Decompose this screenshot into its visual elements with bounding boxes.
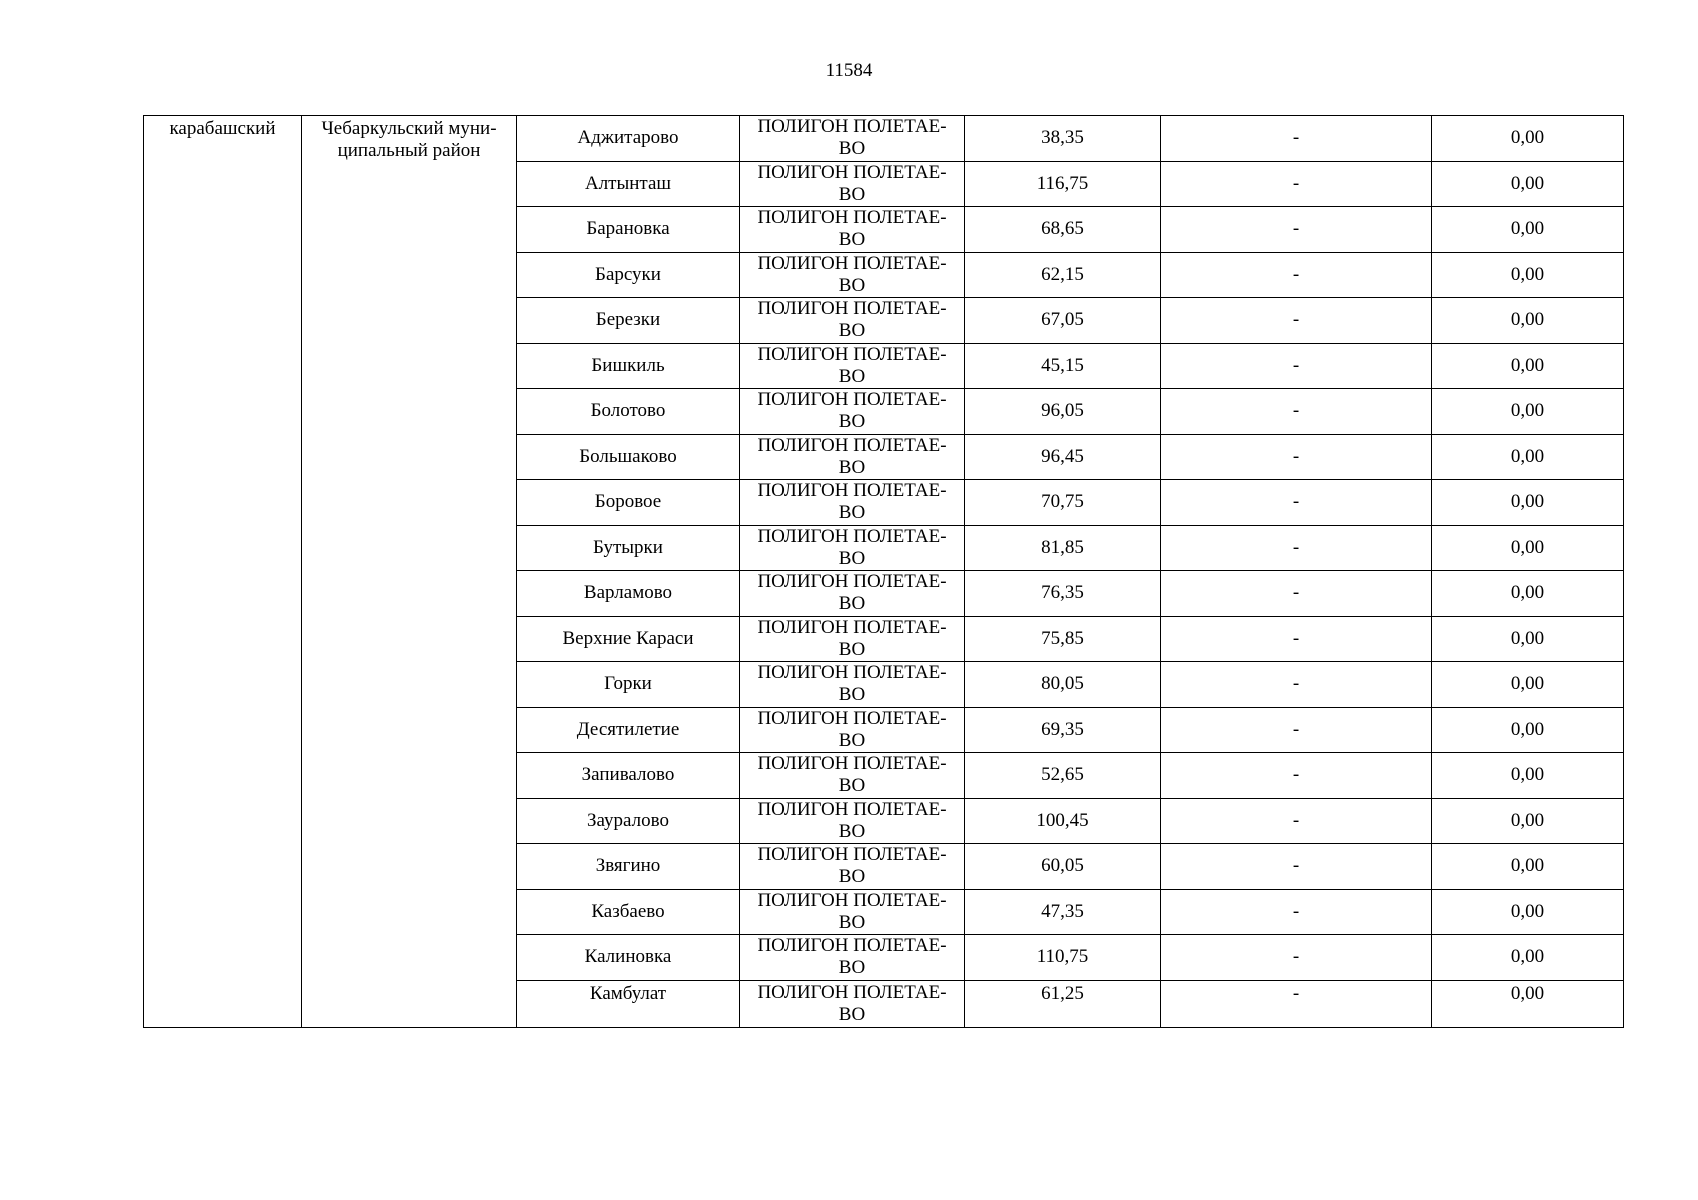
page-number: 11584: [825, 60, 873, 81]
dash-cell: -: [1161, 298, 1432, 344]
value-cell: 0,00: [1432, 207, 1624, 253]
settlement-cell: Запивалово: [517, 753, 740, 799]
settlement-cell: Камбулат: [517, 980, 740, 1028]
dash-cell: -: [1161, 616, 1432, 662]
dash-cell: -: [1161, 343, 1432, 389]
dash-cell: -: [1161, 753, 1432, 799]
landfill-cell: ПОЛИГОН ПОЛЕТАЕ-ВО: [740, 343, 965, 389]
table-row: [144, 116, 1624, 162]
value-cell: 0,00: [1432, 616, 1624, 662]
dash-cell: -: [1161, 161, 1432, 207]
settlement-cell: Калиновка: [517, 935, 740, 981]
dash-cell: -: [1161, 980, 1432, 1028]
value-cell: 0,00: [1432, 161, 1624, 207]
settlement-cell: Бутырки: [517, 525, 740, 571]
landfill-cell: ПОЛИГОН ПОЛЕТАЕ-ВО: [740, 161, 965, 207]
landfill-cell: ПОЛИГОН ПОЛЕТАЕ-ВО: [740, 298, 965, 344]
dash-cell: -: [1161, 480, 1432, 526]
settlement-cell: Бишкиль: [517, 343, 740, 389]
settlement-cell: Алтынташ: [517, 161, 740, 207]
landfill-cell: ПОЛИГОН ПОЛЕТАЕ-ВО: [740, 707, 965, 753]
region-cell: карабашский: [144, 116, 302, 1028]
table-body: [144, 116, 1624, 1028]
settlement-cell: Казбаево: [517, 889, 740, 935]
dash-cell: -: [1161, 252, 1432, 298]
dash-cell: -: [1161, 798, 1432, 844]
data-table: [143, 115, 1624, 1028]
distance-cell: 52,65: [965, 753, 1161, 799]
distance-cell: 62,15: [965, 252, 1161, 298]
settlement-cell: Десятилетие: [517, 707, 740, 753]
value-cell: 0,00: [1432, 389, 1624, 435]
distance-cell: 116,75: [965, 161, 1161, 207]
distance-cell: 61,25: [965, 980, 1161, 1028]
distance-cell: 75,85: [965, 616, 1161, 662]
settlement-cell: Горки: [517, 662, 740, 708]
value-cell: 0,00: [1432, 889, 1624, 935]
landfill-cell: ПОЛИГОН ПОЛЕТАЕ-ВО: [740, 935, 965, 981]
landfill-cell: ПОЛИГОН ПОЛЕТАЕ-ВО: [740, 480, 965, 526]
value-cell: 0,00: [1432, 662, 1624, 708]
distance-cell: 96,05: [965, 389, 1161, 435]
distance-cell: 76,35: [965, 571, 1161, 617]
value-cell: 0,00: [1432, 434, 1624, 480]
value-cell: 0,00: [1432, 844, 1624, 890]
distance-cell: 69,35: [965, 707, 1161, 753]
dash-cell: -: [1161, 935, 1432, 981]
landfill-cell: ПОЛИГОН ПОЛЕТАЕ-ВО: [740, 571, 965, 617]
landfill-cell: ПОЛИГОН ПОЛЕТАЕ-ВО: [740, 389, 965, 435]
dash-cell: -: [1161, 844, 1432, 890]
value-cell: 0,00: [1432, 480, 1624, 526]
value-cell: 0,00: [1432, 343, 1624, 389]
landfill-cell: ПОЛИГОН ПОЛЕТАЕ-ВО: [740, 753, 965, 799]
dash-cell: -: [1161, 434, 1432, 480]
value-cell: 0,00: [1432, 116, 1624, 162]
value-cell: 0,00: [1432, 571, 1624, 617]
value-cell: 0,00: [1432, 753, 1624, 799]
distance-cell: 60,05: [965, 844, 1161, 890]
distance-cell: 68,65: [965, 207, 1161, 253]
distance-cell: 100,45: [965, 798, 1161, 844]
distance-cell: 67,05: [965, 298, 1161, 344]
landfill-cell: ПОЛИГОН ПОЛЕТАЕ-ВО: [740, 616, 965, 662]
dash-cell: -: [1161, 662, 1432, 708]
landfill-cell: ПОЛИГОН ПОЛЕТАЕ-ВО: [740, 889, 965, 935]
distance-cell: 70,75: [965, 480, 1161, 526]
dash-cell: -: [1161, 571, 1432, 617]
dash-cell: -: [1161, 889, 1432, 935]
distance-cell: 110,75: [965, 935, 1161, 981]
value-cell: 0,00: [1432, 298, 1624, 344]
value-cell: 0,00: [1432, 707, 1624, 753]
value-cell: 0,00: [1432, 252, 1624, 298]
settlement-cell: Варламово: [517, 571, 740, 617]
distance-cell: 47,35: [965, 889, 1161, 935]
settlement-cell: Барсуки: [517, 252, 740, 298]
landfill-cell: ПОЛИГОН ПОЛЕТАЕ-ВО: [740, 252, 965, 298]
landfill-cell: ПОЛИГОН ПОЛЕТАЕ-ВО: [740, 980, 965, 1028]
district-cell: Чебаркульский муни-ципальный район: [302, 116, 517, 1028]
value-cell: 0,00: [1432, 525, 1624, 571]
settlement-cell: Болотово: [517, 389, 740, 435]
settlement-cell: Зауралово: [517, 798, 740, 844]
dash-cell: -: [1161, 707, 1432, 753]
distance-cell: 45,15: [965, 343, 1161, 389]
dash-cell: -: [1161, 389, 1432, 435]
landfill-cell: ПОЛИГОН ПОЛЕТАЕ-ВО: [740, 434, 965, 480]
settlement-cell: Аджитарово: [517, 116, 740, 162]
landfill-cell: ПОЛИГОН ПОЛЕТАЕ-ВО: [740, 207, 965, 253]
landfill-cell: ПОЛИГОН ПОЛЕТАЕ-ВО: [740, 662, 965, 708]
settlement-cell: Березки: [517, 298, 740, 344]
distance-cell: 80,05: [965, 662, 1161, 708]
distance-cell: 81,85: [965, 525, 1161, 571]
landfill-cell: ПОЛИГОН ПОЛЕТАЕ-ВО: [740, 116, 965, 162]
distance-cell: 38,35: [965, 116, 1161, 162]
distance-cell: 96,45: [965, 434, 1161, 480]
dash-cell: -: [1161, 525, 1432, 571]
value-cell: 0,00: [1432, 935, 1624, 981]
settlement-cell: Барановка: [517, 207, 740, 253]
settlement-cell: Боровое: [517, 480, 740, 526]
landfill-cell: ПОЛИГОН ПОЛЕТАЕ-ВО: [740, 798, 965, 844]
value-cell: 0,00: [1432, 798, 1624, 844]
landfill-cell: ПОЛИГОН ПОЛЕТАЕ-ВО: [740, 844, 965, 890]
settlement-cell: Верхние Караси: [517, 616, 740, 662]
settlement-cell: Звягино: [517, 844, 740, 890]
dash-cell: -: [1161, 207, 1432, 253]
value-cell: 0,00: [1432, 980, 1624, 1028]
settlement-cell: Большаково: [517, 434, 740, 480]
dash-cell: -: [1161, 116, 1432, 162]
landfill-cell: ПОЛИГОН ПОЛЕТАЕ-ВО: [740, 525, 965, 571]
